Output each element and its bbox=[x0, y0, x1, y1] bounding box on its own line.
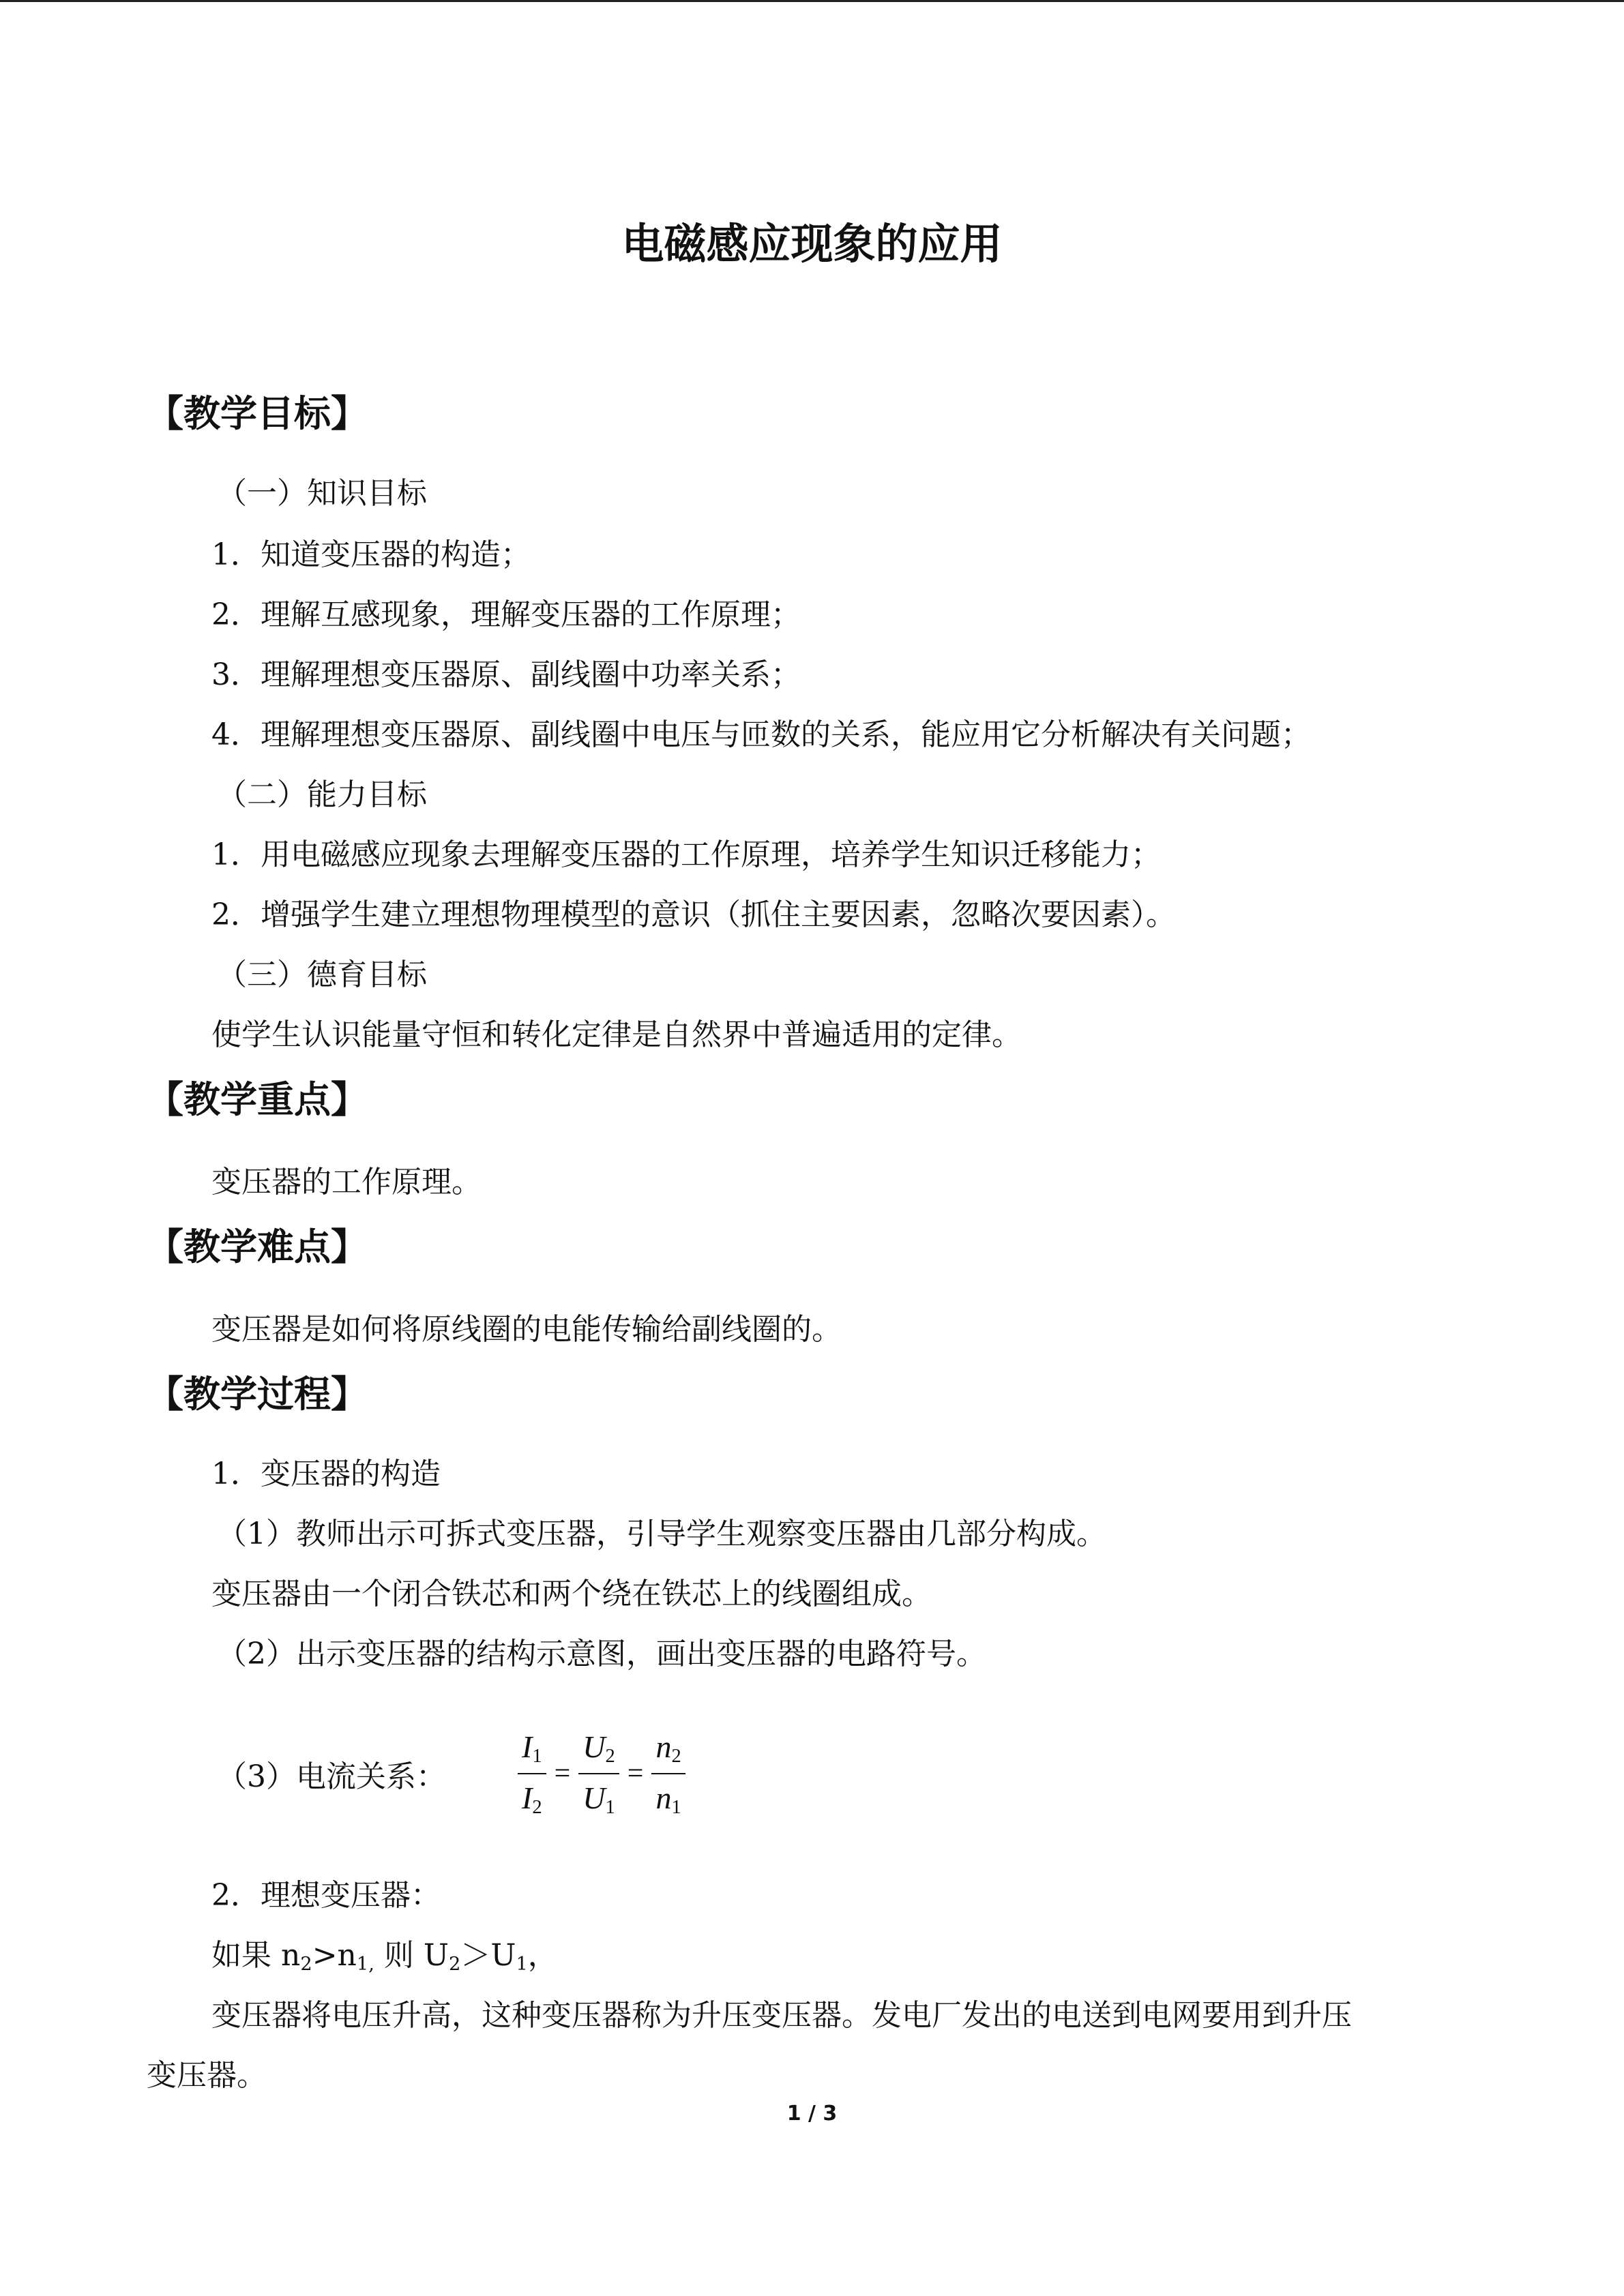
ability-goal-1: 1．用电磁感应现象去理解变压器的工作原理，培养学生知识迁移能力； bbox=[211, 837, 1161, 872]
current-relation-formula bbox=[515, 1729, 688, 1819]
moral-goals-heading: （三）德育目标 bbox=[217, 957, 427, 992]
process-item-1-text: 变压器由一个闭合铁芯和两个绕在铁芯上的线圈组成。 bbox=[211, 1577, 932, 1611]
ability-goals-heading: （二）能力目标 bbox=[217, 777, 427, 812]
section-heading-key: 【教学重点】 bbox=[147, 1078, 368, 1121]
knowledge-goal-3: 3．理解理想变压器原、副线圈中功率关系； bbox=[211, 657, 801, 692]
knowledge-goal-2: 2．理解互感现象，理解变压器的工作原理； bbox=[211, 597, 801, 632]
step-up-text-line-1: 变压器将电压升高，这种变压器称为升压变压器。发电厂发出的电送到电网要用到升压 bbox=[211, 1998, 1352, 2033]
top-border bbox=[0, 0, 1624, 2]
equals-sign: = bbox=[627, 1758, 644, 1790]
section-heading-difficulty: 【教学难点】 bbox=[147, 1225, 368, 1268]
ability-goal-2: 2．增强学生建立理想物理模型的意识（抓住主要因素，忽略次要因素）。 bbox=[211, 897, 1176, 932]
equals-sign: = bbox=[554, 1758, 571, 1790]
knowledge-goal-1: 1．知道变压器的构造； bbox=[211, 537, 531, 572]
fraction-n2-n1: $\frac{n_2}{n_1}$ bbox=[651, 1729, 685, 1819]
page-number: 1 / 3 bbox=[786, 2102, 838, 2126]
current-relation-label: （3）电流关系： bbox=[217, 1759, 446, 1794]
difficulty-text: 变压器是如何将原线圈的电能传输给副线圈的。 bbox=[211, 1312, 842, 1347]
step-up-condition: 如果 $n_2>n_{1,}$ 则 $U_2>U_1$， bbox=[211, 1938, 558, 1975]
process-item-1-1: （1）教师出示可拆式变压器，引导学生观察变压器由几部分构成。 bbox=[217, 1517, 1106, 1551]
process-item-1-2: （2）出示变压器的结构示意图，画出变压器的电路符号。 bbox=[217, 1637, 986, 1671]
process-item-2: 2．理想变压器： bbox=[211, 1878, 441, 1913]
process-item-1: 1．变压器的构造 bbox=[211, 1457, 441, 1491]
fraction-u2-u1: $\frac{U_2}{U_1}$ bbox=[578, 1729, 619, 1819]
key-point-text: 变压器的工作原理。 bbox=[211, 1165, 482, 1199]
step-up-text-line-2: 变压器。 bbox=[147, 2058, 267, 2093]
knowledge-goals-heading: （一）知识目标 bbox=[217, 476, 427, 511]
section-heading-process: 【教学过程】 bbox=[147, 1373, 368, 1416]
moral-goal-1: 使学生认识能量守恒和转化定律是自然界中普遍适用的定律。 bbox=[211, 1017, 1022, 1052]
section-heading-goals: 【教学目标】 bbox=[147, 392, 368, 435]
knowledge-goal-4: 4．理解理想变压器原、副线圈中电压与匝数的关系，能应用它分析解决有关问题； bbox=[211, 717, 1311, 752]
page-title: 电磁感应现象的应用 bbox=[621, 219, 1003, 269]
fraction-i1-i2: $\frac{I_1}{I_2}$ bbox=[518, 1729, 546, 1819]
